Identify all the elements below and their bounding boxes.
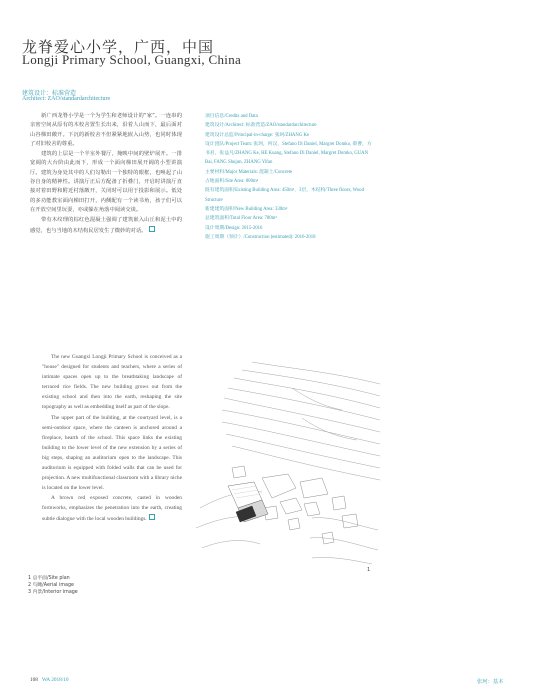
credits-line: 既有建筑面积/Existing Building Area: 450m²，3层，木结构/Three floors, Wood Structure [205, 188, 364, 203]
english-paragraph-1: The new Guangxi Longji Primary School is conceived as a "house" designed for students and teachers, where a series of intimate spaces open up to the breathtaking landscape of terraced rice fields. The new building grows out from the existing school and then into the earth, reshaping the site topography as well as embedding itself as part of the slope. [42, 354, 182, 411]
english-paragraph-2: The upper part of the building, at the courtyard level, is a semi-outdoor space, where the canteen is anchored around a fireplace, hearth of the school. This space links the existing building to the lower level of the new extension by a series of big steps, shaping an auditorium open to the landscape. This auditorium is equipped with folded walls that can be used for projection. A new multifunctional classroom with a library niche is located on the lower level. [42, 414, 182, 492]
architect-chinese: 建筑设计：标准营造 [22, 90, 77, 97]
english-paragraph-3-text: A brown red exposed concrete, casted in wooden formworks, emphasizes the penetration into the earth, creating subtle dialogue with the local wooden buildings. [42, 495, 182, 522]
caption-line: 3 内景/Interior image [28, 590, 78, 595]
publication-issue: WA 2018/10 [41, 677, 69, 683]
chinese-paragraph-3-text: 带有木纹理的棕红色混凝土强调了建筑嵌入山丘和泥土中的感觉，也与当地的木结构民居发生了微妙的对话。 [30, 217, 182, 234]
credits-line: 建筑设计/Architect: 标准营造/ZAO/standardarchitecture [205, 123, 317, 129]
credits-line: 施工周期（预计）/Construction (estimated): 2016-2018 [205, 234, 316, 240]
end-mark-icon [149, 514, 155, 520]
chinese-paragraph-3 [30, 216, 182, 236]
site-plan-drawing [192, 358, 382, 566]
page-footer-left [30, 677, 69, 683]
chinese-paragraph-2: 建筑的上层是一个半室外餐厅，掩映中间的壁炉展开。一排宽阔的大台阶由此而下，形成一个面向梯田展开阔的小型讲演厅。建筑为身处其中的人们勾勒出一个独特的眼框，也唤起了山谷自身的精神性。讲演厅正后方配备了折叠门，开启时讲演厅直接对着田野和附近村落敞开，关闭时可以用于投影和展示。低处的多功能教室面向梯田打开，内侧配有一个读书角，孩子们可以在开放空间里玩耍，亦或躲在角落中阅读交谈。 [30, 151, 182, 213]
caption-line: 2 鸟瞰/Aerial image [28, 583, 74, 588]
page-title-english: Longji Primary School, Guangxi, China [22, 52, 242, 67]
chinese-body-text [30, 112, 182, 237]
caption-line: 1 总平面/Site plan [28, 576, 70, 581]
credits-heading: 项目信息/Credits and Data [205, 114, 258, 119]
end-mark-icon [149, 226, 155, 232]
credits-line: 占地面积/Site Area: 800m² [205, 179, 259, 185]
credits-line: 建筑设计总监/Principal-in-charge: 张珂/ZHANG Ke [205, 132, 310, 138]
credits-line: 新建建筑面积/New Building Area: 330m² [205, 206, 288, 212]
page-title-chinese: 龙脊爱心小学，广西，中国 [22, 38, 215, 56]
figure-captions [28, 575, 78, 596]
credits-line: 总建筑面积/Total Floor Area: 780m² [205, 216, 277, 222]
credits-line: 设计周期/Design: 2015-2016 [205, 225, 263, 231]
credits-block [205, 112, 373, 242]
credits-line: 主要材料/Major Materials: 混凝土/Concrete [205, 169, 293, 175]
chinese-paragraph-1: 新广西龙脊小学是一个为学生和老师设计的“家”。一连串的亲密空间从原有的木校舍置生长出来，沿着人山而下，最后面对山谷梯田敞开。下沉的新校舍不但紧紧地嵌入山势，也同时体现了对旧校舍的尊重。 [30, 113, 182, 147]
figure-number: 1 [367, 567, 371, 573]
english-paragraph-3 [42, 493, 182, 523]
credits-line: 设计团队/Project Team: 张珂，何汉，Stefano Di Daniel, Margret Domko, 蔡曹，方书君，张益凡/ZHANG Ke, HE Kuang, Stefano Di Daniel, Margret Domko, GUAN Bai, FANG Shujun, ZHANG Yifan [205, 141, 372, 166]
page-number: 108 [30, 677, 38, 683]
architect-english: Architect: ZAO/standardarchitecture [22, 96, 111, 102]
section-label: 张珂：基本 [477, 679, 504, 685]
english-body-text [42, 352, 182, 524]
